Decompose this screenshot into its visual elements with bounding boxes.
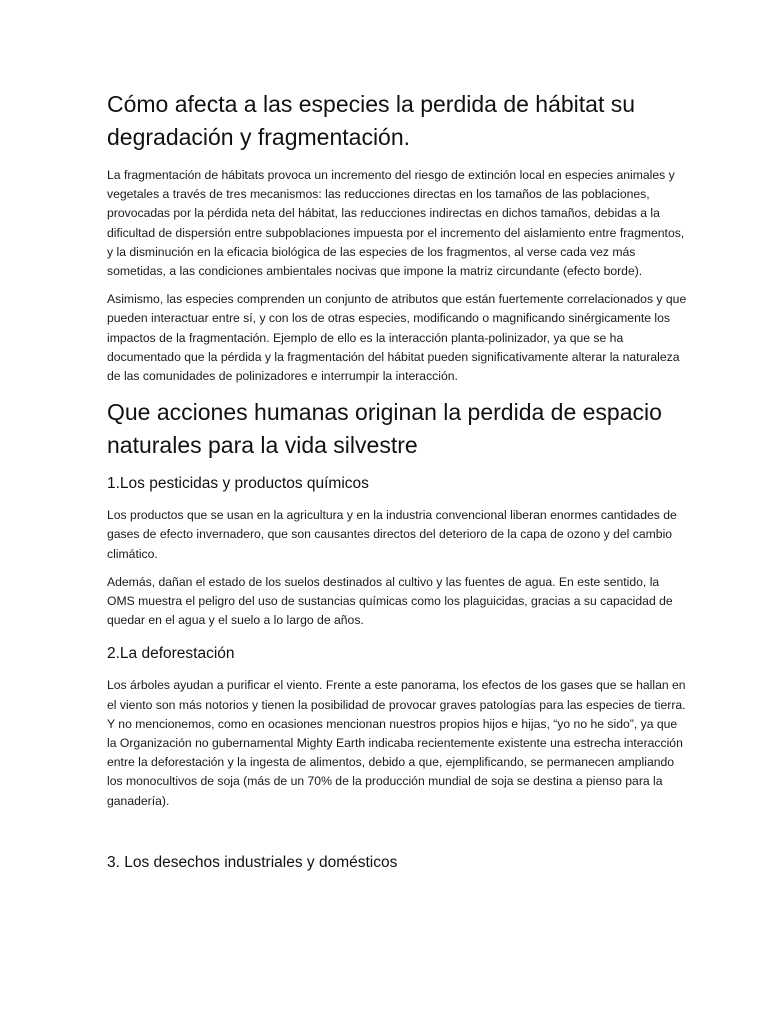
- section-title-pesticides: 1.Los pesticidas y productos químicos: [107, 475, 369, 493]
- heading-human-actions: Que acciones humanas originan la perdida de espacio naturales para la vida silvestre: [107, 399, 662, 459]
- paragraph-species-attributes: Asimismo, las especies comprenden un conjunto de atributos que están fuertemente correlacionados y que pueden interactuar entre sí, y con los de otras especies, modificando o magnificando sinérgicamente los impactos de la fragmentación. Ejemplo de ello es la interacción planta-polinizador, ya que se ha documentado que la pérdida y la fragmentación del hábitat pueden significativamente alterar la naturaleza de las comunidades de polinizadores e interrumpir la interacción.: [107, 292, 687, 384]
- paragraph-deforestation: Los árboles ayudan a purificar el viento. Frente a este panorama, los efectos de los gases que se hallan en el viento son más notorios y tienen la posibilidad de provocar graves patologías para las especies de tierra. Y no mencionemos, como en ocasiones mencionan nuestros propios hijos e hijas, “yo no he sido”, ya que la Organización no gubernamental Mighty Earth indicaba recientemente existente una estrecha interacción entre la deforestación y la ingesta de alimentos, debido a que, ejemplificando, se permanecen ampliando los monocultivos de soja (más de un 70% de la producción mundial de soja se destina a pienso para la ganadería).: [107, 678, 686, 808]
- section-title-deforestation: 2.La deforestación: [107, 645, 235, 663]
- paragraph-pesticides-1: Los productos que se usan en la agricultura y en la industria convencional liberan enormes cantidades de gases de efecto invernadero, que son causantes directos del deterioro de la capa de ozono y del cambio climático.: [107, 508, 677, 561]
- paragraph-pesticides-2: Además, dañan el estado de los suelos destinados al cultivo y las fuentes de agua. En este sentido, la OMS muestra el peligro del uso de sustancias químicas como los plaguicidas, gracias a su capacidad de quedar en el agua y el suelo a lo largo de años.: [107, 574, 673, 628]
- document-page: [107, 88, 687, 873]
- heading-habitat-loss: Cómo afecta a las especies la perdida de hábitat su degradación y fragmentación.: [107, 91, 636, 150]
- section-title-waste: 3. Los desechos industriales y domésticos: [107, 853, 398, 871]
- paragraph-fragmentation: La fragmentación de hábitats provoca un incremento del riesgo de extinción local en especies animales y vegetales a través de tres mecanismos: las reducciones directas en los tamaños de las poblaciones, provocadas por la pérdida neta del hábitat, las reducciones indirectas en dichos tamaños, debidas a la dificultad de dispersión entre subpoblaciones impuesta por el incremento del aislamiento entre fragmentos, y la disminución en la eficacia biológica de las especies de los fragmentos, al verse cada vez más sometidas, a las condiciones ambientales nocivas que impone la matriz circundante (efecto borde).: [107, 168, 685, 279]
